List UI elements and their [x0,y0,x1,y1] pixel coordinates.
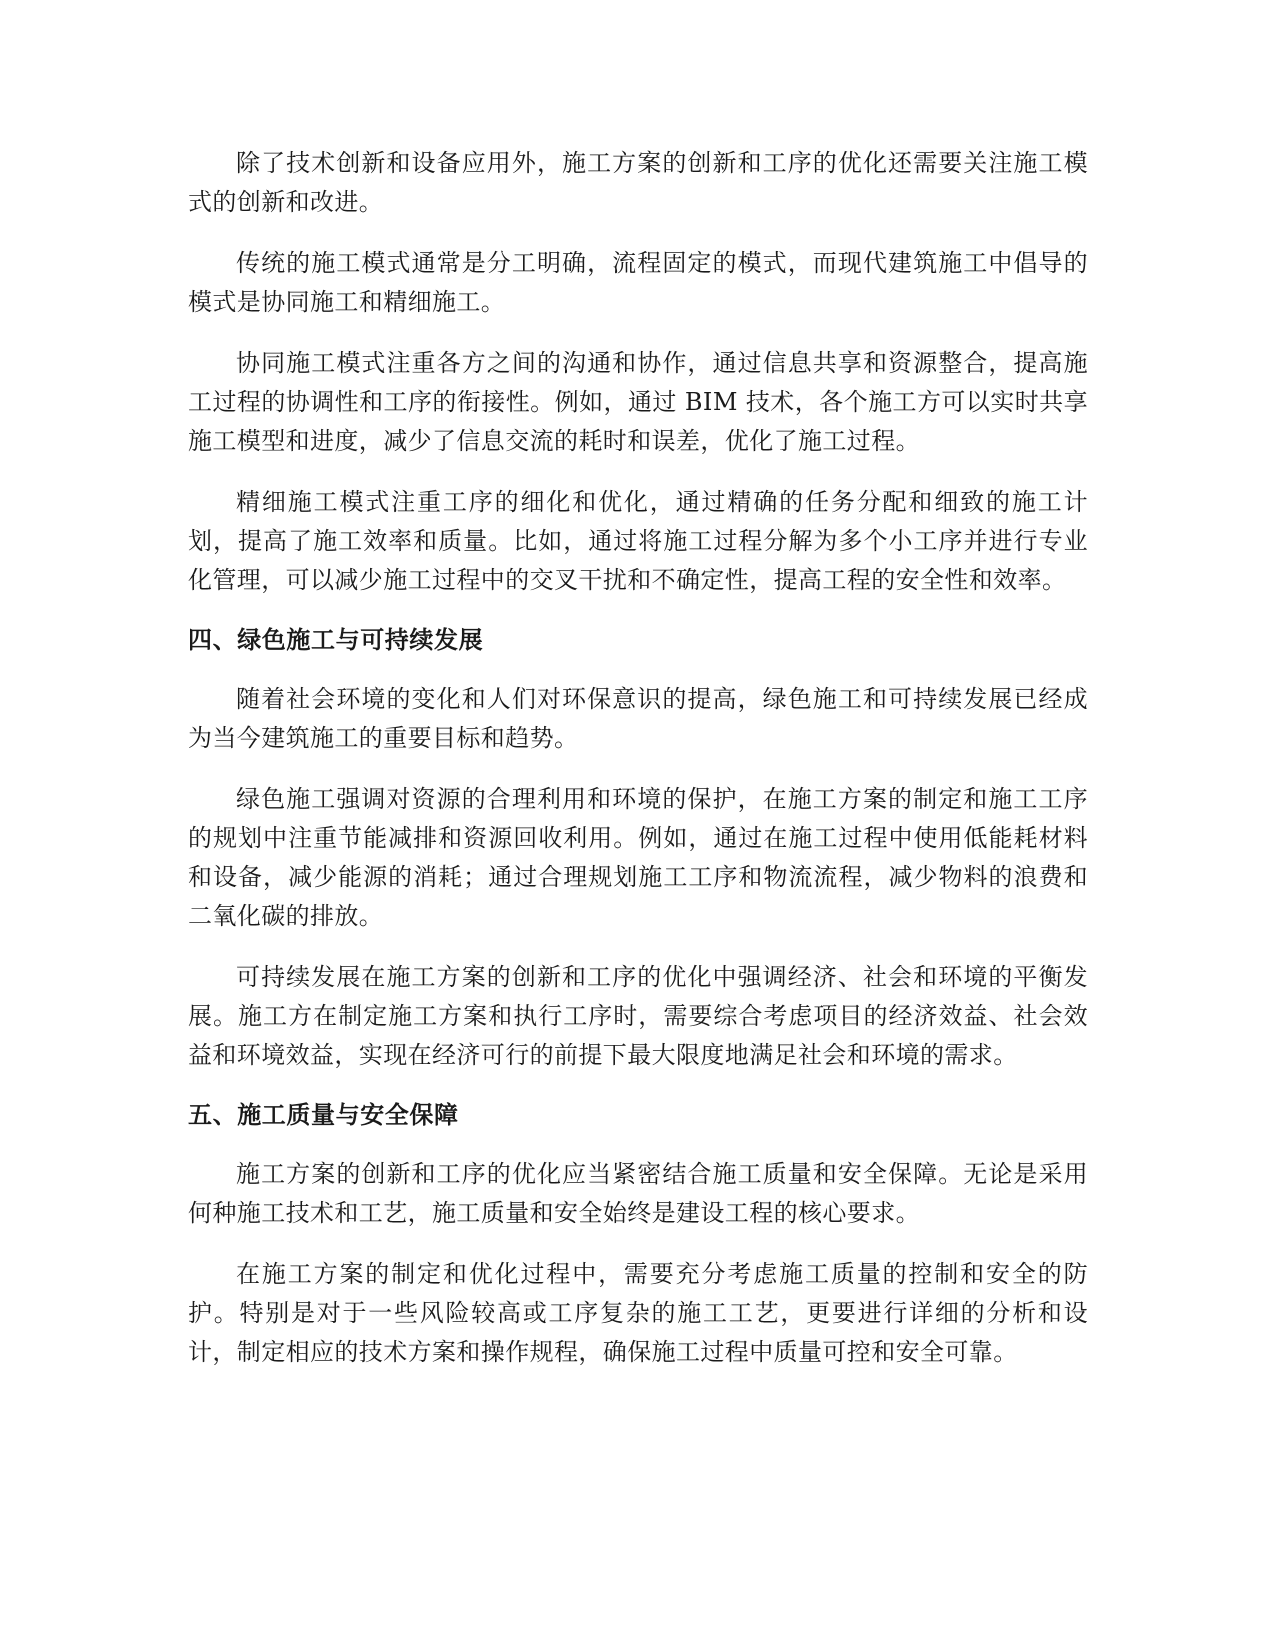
section-heading-quality-safety: 五、施工质量与安全保障 [188,1101,459,1129]
paragraph: 绿色施工强调对资源的合理利用和环境的保护，在施工方案的制定和施工工序的规划中注重节能减排和资源回收利用。例如，通过在施工过程中使用低能耗材料和设备，减少能源的消耗；通过合理规划施工工序和物流流程，减少物料的浪费和二氧化碳的排放。 [188,785,1088,930]
document-body [188,144,1088,1394]
paragraph: 协同施工模式注重各方之间的沟通和协作，通过信息共享和资源整合，提高施工过程的协调性和工序的衔接性。例如，通过 BIM 技术，各个施工方可以实时共享施工模型和进度，减少了信息交流的耗时和误差，优化了施工过程。 [188,349,1088,455]
paragraph: 在施工方案的制定和优化过程中，需要充分考虑施工质量的控制和安全的防护。特别是对于一些风险较高或工序复杂的施工工艺，更要进行详细的分析和设计，制定相应的技术方案和操作规程，确保施工过程中质量可控和安全可靠。 [188,1260,1088,1366]
paragraph: 可持续发展在施工方案的创新和工序的优化中强调经济、社会和环境的平衡发展。施工方在制定施工方案和执行工序时，需要综合考虑项目的经济效益、社会效益和环境效益，实现在经济可行的前提下最大限度地满足社会和环境的需求。 [188,963,1088,1069]
paragraph: 随着社会环境的变化和人们对环保意识的提高，绿色施工和可持续发展已经成为当今建筑施工的重要目标和趋势。 [188,685,1088,752]
paragraph: 传统的施工模式通常是分工明确，流程固定的模式，而现代建筑施工中倡导的模式是协同施工和精细施工。 [188,249,1088,316]
section-heading-green-construction: 四、绿色施工与可持续发展 [188,626,484,654]
paragraph: 精细施工模式注重工序的细化和优化，通过精确的任务分配和细致的施工计划，提高了施工效率和质量。比如，通过将施工过程分解为多个小工序并进行专业化管理，可以减少施工过程中的交叉干扰和不确定性，提高工程的安全性和效率。 [188,488,1088,594]
paragraph: 除了技术创新和设备应用外，施工方案的创新和工序的优化还需要关注施工模式的创新和改进。 [188,149,1088,216]
paragraph: 施工方案的创新和工序的优化应当紧密结合施工质量和安全保障。无论是采用何种施工技术和工艺，施工质量和安全始终是建设工程的核心要求。 [188,1160,1088,1227]
